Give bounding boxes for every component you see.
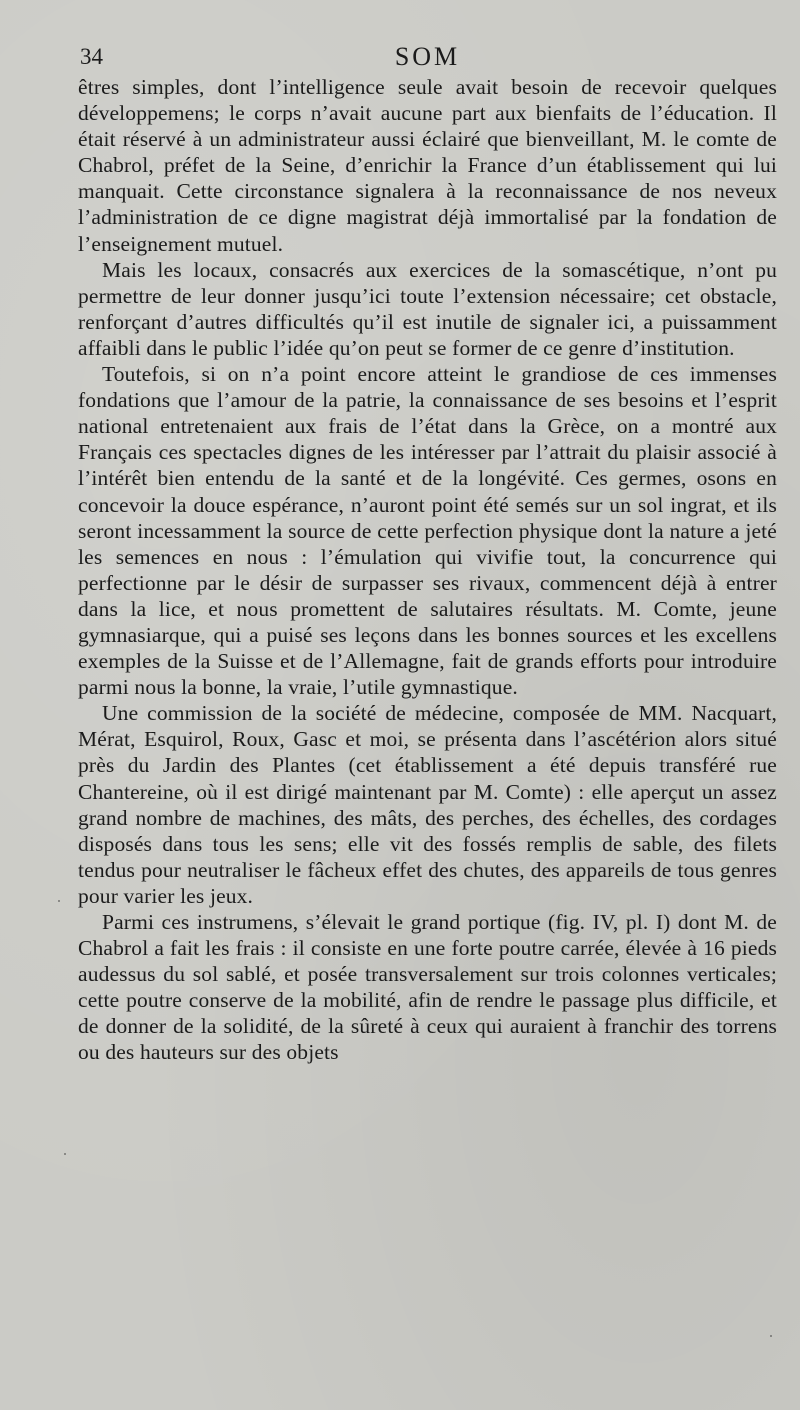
body-text [78,74,777,1066]
paragraph-3: Toutefois, si on n’a point encore atteint le grandiose de ces immenses fondations que l’amour de la patrie, la connaissance de ses besoins et l’esprit national entretenaient aux frais de l’état dans la Grèce, on a montré aux Français ces spectacles dignes de les intéresser par l’attrait du plaisir associé à l’intérêt bien entendu de la santé et de la longévité. Ces germes, osons en concevoir la douce espérance, n’auront point été semés sur un sol ingrat, et ils seront incessamment la source de cette perfection physique dont la nature a jeté les semences en nous : l’émulation qui vivifie tout, la concurrence qui perfectionne par le désir de surpasser ses rivaux, commencent déjà à entrer dans la lice, et nous promettent de salutaires résultats. M. Comte, jeune gymnasiarque, qui a puisé ses leçons dans les bonnes sources et les excellens exemples de la Suisse et de l’Allemagne, fait de grands efforts pour introduire parmi nous la bonne, la vraie, l’utile gymnastique. [78,362,777,700]
paragraph-5: Parmi ces instrumens, s’élevait le grand portique (fig. IV, pl. I) dont M. de Chabrol a fait les frais : il consiste en une forte poutre carrée, élevée à 16 pieds audessus du sol sablé, et posée transversalement sur trois colonnes verticales; cette poutre conserve de la mobilité, afin de rendre le passage plus difficile, et de donner de la solidité, de la sûreté à ceux qui auraient à franchir des torrens ou des hauteurs sur des objets [78,910,777,1065]
paper-speck [58,900,60,902]
paper-speck [64,1153,66,1155]
paragraph-4: Une commission de la société de médecine, composée de MM. Nacquart, Mérat, Esquirol, Roux, Gasc et moi, se présenta dans l’ascétérion alors situé près du Jardin des Plantes (cet établissement a été depuis transféré rue Chantereine, où il est dirigé maintenant par M. Comte) : elle aperçut un assez grand nombre de machines, des mâts, des perches, des échelles, des cordages disposés dans tous les sens; elle vit des fossés remplis de sable, des filets tendus pour neutraliser le fâcheux effet des chutes, des appareils de tous genres pour varier les jeux. [78,701,777,908]
paragraph-2: Mais les locaux, consacrés aux exercices de la somascétique, n’ont pu permettre de leur donner jusqu’ici toute l’extension nécessaire; cet obstacle, renforçant d’autres difficultés qu’il est inutile de signaler ici, a puissamment affaibli dans le public l’idée qu’on peut se former de ce genre d’institution. [78,257,777,360]
paper-speck [770,1335,772,1337]
running-head: SOM [394,42,461,71]
paragraph-1: êtres simples, dont l’intelligence seule avait besoin de recevoir quelques développemens; le corps n’avait aucune part aux bienfaits de l’éducation. Il était réservé à un administrateur aussi éclairé que bienveillant, M. le comte de Chabrol, préfet de la Seine, d’enrichir la France d’un établissement qui lui manquait. Cette circonstance signalera à la reconnaissance de nos neveux l’administration de ce digne magistrat déjà immortalisé par la fondation de l’enseignement mutuel. [78,75,777,256]
page-number: 34 [80,44,103,69]
page-header [78,34,777,74]
